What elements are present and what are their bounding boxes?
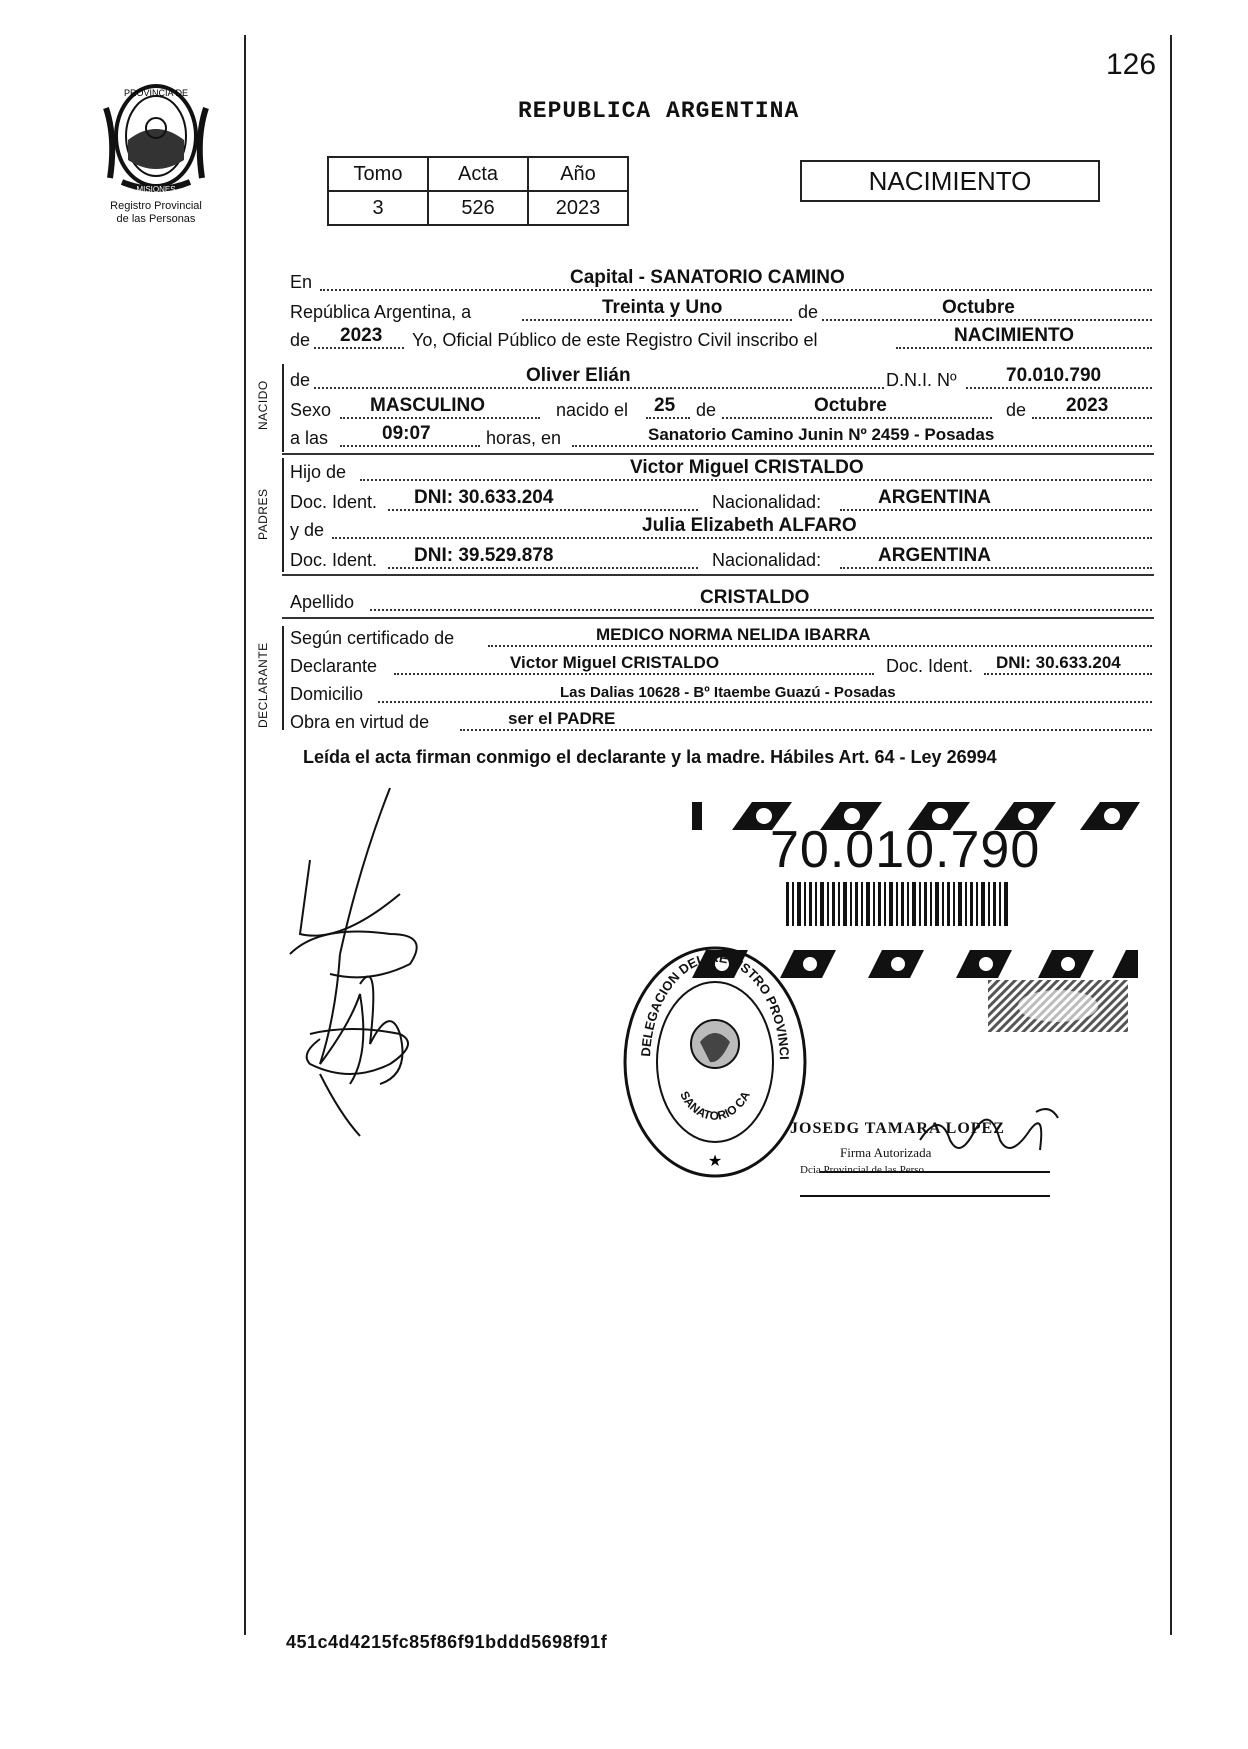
svg-text:MISIONES: MISIONES — [136, 185, 176, 194]
dots-month — [822, 319, 1152, 321]
value-month: Octubre — [942, 297, 1015, 318]
dots-mother — [332, 537, 1152, 539]
value-birth-day: 25 — [654, 395, 676, 416]
row-father — [290, 456, 1152, 484]
province-coat-of-arms-icon — [96, 78, 216, 198]
value-domicilio: Las Dalias 10628 - Bº Itaembe Guazú - Posadas — [560, 684, 896, 701]
value-inscribe: NACIMIENTO — [954, 325, 1074, 346]
label-decl-doc: Doc. Ident. — [886, 656, 974, 676]
value-year: 2023 — [340, 325, 383, 346]
section-label-nacido: NACIDO — [256, 380, 270, 430]
label-horas: horas, en — [486, 428, 562, 448]
svg-text:★: ★ — [707, 1151, 723, 1170]
logo-caption-line2: de las Personas — [116, 213, 196, 225]
registry-value-row — [328, 191, 628, 225]
dots-father-nat — [840, 509, 1152, 511]
row-nacido-name — [290, 364, 1152, 392]
registry-table — [327, 156, 629, 226]
label-certificado: Según certificado de — [290, 628, 455, 648]
declarante-bracket — [282, 626, 284, 730]
label-de-year: de — [290, 330, 311, 350]
barcode-icon — [786, 882, 1010, 926]
registry-seal-icon — [620, 944, 810, 1180]
label-de-birth-month: de — [696, 400, 717, 420]
document-hash: 451c4d4215fc85f86f91bddd5698f91f — [286, 1632, 608, 1652]
svg-text:PROVINCIA DE: PROVINCIA DE — [123, 88, 189, 98]
row-mother — [290, 514, 1152, 542]
svg-text:DELEGACION DEL REGISTRO PROVIN: DELEGACION DEL REGISTRO PROVINCI — [638, 949, 792, 1060]
svg-text:SANATORIO CAMINO: SANATORIO CA — [677, 1088, 753, 1123]
row-republica — [290, 296, 1152, 324]
hologram-icon — [988, 980, 1128, 1032]
dots-dni — [966, 387, 1152, 389]
right-margin-line — [1170, 35, 1172, 1635]
value-birth-month: Octubre — [814, 395, 887, 416]
dots-sexo — [340, 417, 540, 419]
value-father-nat: ARGENTINA — [878, 487, 991, 508]
document-title: REPUBLICA ARGENTINA — [518, 98, 800, 124]
label-mother-doc: Doc. Ident. — [290, 550, 378, 570]
registry-header-row — [328, 157, 628, 191]
value-day: Treinta y Uno — [602, 297, 723, 318]
registry-value-tomo: 3 — [328, 191, 428, 225]
dots-inscribe — [896, 347, 1152, 349]
registry-header-anio: Año — [528, 157, 628, 191]
registry-value-acta: 526 — [428, 191, 528, 225]
dots-certificado — [488, 645, 1152, 647]
row-mother-doc — [290, 544, 1152, 572]
signature-scribble-icon — [800, 1100, 1080, 1200]
province-logo — [96, 78, 216, 198]
row-obra — [290, 706, 1152, 734]
value-child-dni: 70.010.790 — [1006, 365, 1102, 386]
label-en: En — [290, 272, 313, 292]
label-apellido: Apellido — [290, 592, 355, 612]
section-label-declarante: DECLARANTE — [256, 642, 270, 728]
value-child-name: Oliver Elián — [526, 365, 631, 386]
dots-time — [340, 445, 480, 447]
dots-mother-doc — [388, 567, 698, 569]
nacido-bracket — [282, 364, 284, 452]
value-mother-doc: DNI: 39.529.878 — [414, 545, 554, 566]
section-label-padres: PADRES — [256, 488, 270, 540]
value-father-name: Victor Miguel CRISTALDO — [630, 457, 864, 478]
label-obra: Obra en virtud de — [290, 712, 430, 732]
dots-birth-year — [1032, 417, 1152, 419]
dots-obra — [460, 729, 1152, 731]
separator-padres — [282, 574, 1154, 576]
registry-value-anio: 2023 — [528, 191, 628, 225]
row-apellido — [290, 586, 1152, 614]
dots-name — [314, 387, 884, 389]
label-father-nat: Nacionalidad: — [712, 492, 822, 512]
dni-stamp-number: 70.010.790 — [770, 821, 1041, 879]
officer-org: Dcia Provincial de las Perso — [800, 1164, 925, 1176]
page-number: 126 — [1106, 48, 1157, 81]
closing-statement: Leída el acta firman conmigo el declarante y la madre. Hábiles Art. 64 - Ley 26994 — [303, 747, 997, 767]
dots-apellido — [370, 609, 1152, 611]
dots-place — [572, 445, 1152, 447]
value-sexo: MASCULINO — [370, 395, 486, 416]
barcode — [786, 882, 1010, 926]
row-father-doc — [290, 486, 1152, 514]
value-birth-time: 09:07 — [382, 423, 431, 444]
logo-caption — [76, 200, 236, 226]
dots-father-doc — [388, 509, 698, 511]
value-certificado: MEDICO NORMA NELIDA IBARRA — [596, 625, 871, 644]
label-sexo: Sexo — [290, 400, 332, 420]
label-dni: D.N.I. Nº — [886, 370, 957, 390]
label-hijo: Hijo de — [290, 462, 347, 482]
dots-day — [522, 319, 792, 321]
separator-nacido — [282, 453, 1154, 455]
officer-role: Firma Autorizada — [840, 1145, 932, 1160]
declarant-signature — [280, 784, 450, 1144]
row-certificado — [290, 622, 1152, 650]
row-nacido-sexo — [290, 394, 1152, 422]
hologram-patch — [988, 980, 1128, 1032]
row-domicilio — [290, 678, 1152, 706]
dots-mother-nat — [840, 567, 1152, 569]
value-declarante: Victor Miguel CRISTALDO — [510, 653, 720, 672]
handwritten-signature-icon — [280, 784, 450, 1144]
registry-header-acta: Acta — [428, 157, 528, 191]
act-type-box: NACIMIENTO — [800, 160, 1100, 202]
label-father-doc: Doc. Ident. — [290, 492, 378, 512]
value-birth-year: 2023 — [1066, 395, 1109, 416]
dots-decl-doc — [984, 673, 1152, 675]
value-obra: ser el PADRE — [508, 709, 616, 728]
value-mother-nat: ARGENTINA — [878, 545, 991, 566]
label-republica: República Argentina, a — [290, 302, 472, 322]
value-decl-doc: DNI: 30.633.204 — [996, 653, 1121, 672]
label-de-month: de — [798, 302, 819, 322]
value-father-doc: DNI: 30.633.204 — [414, 487, 554, 508]
separator-apellido — [282, 617, 1154, 619]
label-domicilio: Domicilio — [290, 684, 364, 704]
row-en — [290, 266, 1152, 294]
value-apellido: CRISTALDO — [700, 587, 810, 608]
label-mother-nat: Nacionalidad: — [712, 550, 822, 570]
dots-birth-month — [722, 417, 992, 419]
row-nacido-hora — [290, 422, 1152, 450]
dots-declarante — [394, 673, 874, 675]
dots-domicilio — [378, 701, 1152, 703]
row-declarante — [290, 650, 1152, 678]
row-oficial — [290, 324, 1152, 352]
label-nacido-el: nacido el — [556, 400, 629, 420]
padres-bracket — [282, 458, 284, 572]
value-mother-name: Julia Elizabeth ALFARO — [642, 515, 857, 536]
official-seal — [620, 944, 810, 1180]
label-alas: a las — [290, 428, 329, 448]
label-de-name: de — [290, 370, 311, 390]
registry-header-tomo: Tomo — [328, 157, 428, 191]
logo-caption-line1: Registro Provincial — [110, 200, 202, 212]
label-oficial: Yo, Oficial Público de este Registro Civil inscribo el — [412, 330, 818, 350]
dots-birth-day — [646, 417, 690, 419]
officer-signature — [800, 1100, 1080, 1200]
value-birth-place: Sanatorio Camino Junin Nº 2459 - Posadas — [648, 425, 995, 444]
value-en: Capital - SANATORIO CAMINO — [570, 267, 845, 288]
label-yde: y de — [290, 520, 325, 540]
label-de-birth-year: de — [1006, 400, 1027, 420]
officer-name: JOSEDG TAMARA LOPEZ — [790, 1120, 1005, 1137]
dots-year — [314, 347, 404, 349]
dots-father — [360, 479, 1152, 481]
dots-en — [320, 289, 1152, 291]
label-declarante: Declarante — [290, 656, 378, 676]
left-margin-line — [244, 35, 246, 1635]
